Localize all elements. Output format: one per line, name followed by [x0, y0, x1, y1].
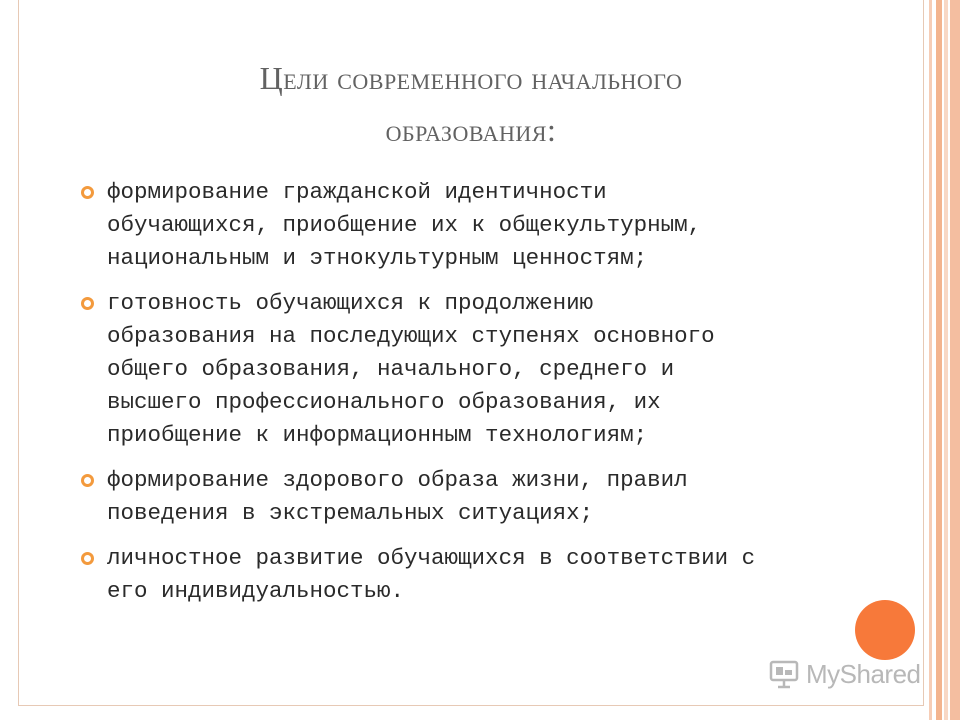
slide-title-line: образования: [385, 112, 557, 148]
list-item [81, 176, 841, 275]
list-item-text: формирование гражданской идентичности обучающихся, приобщение их к общекультурным, национальным и этнокультурным ценностям; [107, 179, 702, 271]
watermark-text: MyShared [806, 658, 921, 689]
decor-stripe [936, 0, 942, 720]
presentation-board-icon [768, 658, 800, 690]
list-item [81, 542, 841, 608]
decor-stripe [944, 0, 948, 720]
list-item-text: личностное развитие обучающихся в соответствии с его индивидуальностью. [107, 545, 756, 604]
list-item-text: формирование здорового образа жизни, правил поведения в экстремальных ситуациях; [107, 467, 688, 526]
slide [18, 0, 924, 706]
slide-title-line: Цели современного начального [259, 60, 683, 96]
slide-title [19, 52, 923, 156]
decor-stripe [929, 0, 932, 720]
bullet-ring-icon [81, 552, 94, 565]
bullet-list [81, 176, 841, 620]
watermark-logo [768, 656, 921, 692]
bullet-ring-icon [81, 474, 94, 487]
list-item [81, 464, 841, 530]
bullet-ring-icon [81, 297, 94, 310]
decor-stripe [950, 0, 960, 720]
list-item-text: готовность обучающихся к продолжению образования на последующих ступенях основного общего образования, начального, среднего и высшего профессионального образования, их приобщение к информационным технологиям; [107, 290, 715, 448]
list-item [81, 287, 841, 452]
decor-circle [855, 600, 915, 660]
bullet-ring-icon [81, 186, 94, 199]
